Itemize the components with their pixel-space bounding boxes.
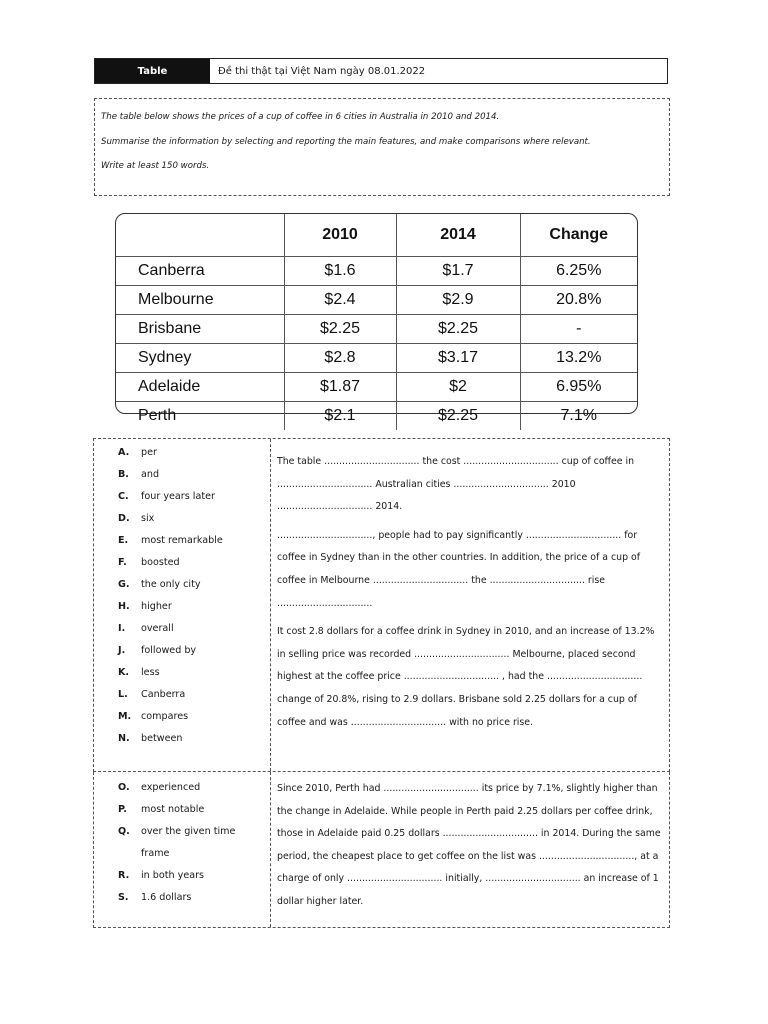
word-option (94, 491, 270, 513)
price-cell: $2.9 (396, 286, 520, 315)
option-text: 1.6 dollars (141, 892, 192, 903)
price-cell: $1.7 (396, 257, 520, 286)
prompt-line-1: The table below shows the prices of a cup of coffee in 6 cities in Australia in 2010 and 2014. (101, 112, 500, 122)
option-text: boosted (141, 557, 180, 568)
option-letter: D. (118, 513, 130, 524)
table-row (116, 286, 637, 315)
option-text: most remarkable (141, 535, 223, 546)
option-text: in both years (141, 870, 205, 881)
option-letter: I. (118, 623, 126, 634)
option-text: and (141, 469, 160, 480)
option-text: higher (141, 601, 172, 612)
table-row (116, 257, 637, 286)
option-text: the only city (141, 579, 201, 590)
word-option (94, 848, 270, 870)
word-option (94, 782, 270, 804)
option-letter: G. (118, 579, 130, 590)
word-option (94, 447, 270, 469)
exercise-block-1 (93, 438, 670, 772)
option-letter: M. (118, 711, 132, 722)
table-header-cell: 2010 (284, 214, 396, 257)
city-cell: Brisbane (116, 315, 284, 344)
table-row (116, 373, 637, 402)
word-option (94, 711, 270, 733)
word-option (94, 645, 270, 667)
word-option (94, 870, 270, 892)
table-header-cell: Change (520, 214, 637, 257)
option-letter: O. (118, 782, 130, 793)
word-option (94, 733, 270, 755)
exercise-block-2 (93, 772, 670, 928)
option-letter: C. (118, 491, 129, 502)
change-cell: - (520, 315, 637, 344)
option-text: over the given time (141, 826, 236, 837)
price-cell: $2.1 (284, 402, 396, 431)
change-cell: 6.95% (520, 373, 637, 402)
table-row (116, 402, 637, 431)
option-letter: H. (118, 601, 130, 612)
word-option (94, 689, 270, 711)
option-letter: A. (118, 447, 130, 458)
option-text: six (141, 513, 155, 524)
option-text: frame (141, 848, 170, 859)
document-header (94, 58, 668, 84)
option-letter: S. (118, 892, 129, 903)
word-bank-1 (94, 439, 271, 771)
price-cell: $2.4 (284, 286, 396, 315)
change-cell: 13.2% (520, 344, 637, 373)
option-text: less (141, 667, 160, 678)
word-option (94, 804, 270, 826)
task-type-label: Table (95, 59, 210, 83)
price-cell: $3.17 (396, 344, 520, 373)
option-letter: P. (118, 804, 127, 815)
price-cell: $1.87 (284, 373, 396, 402)
word-option (94, 469, 270, 491)
word-bank-2 (94, 772, 271, 927)
option-letter: J. (118, 645, 126, 656)
option-text: experienced (141, 782, 201, 793)
word-option (94, 557, 270, 579)
price-cell: $1.6 (284, 257, 396, 286)
prompt-line-2: Summarise the information by selecting and reporting the main features, and make comparisons where relevant. (101, 136, 591, 147)
passage-paragraph: It cost 2.8 dollars for a coffee drink in Sydney in 2010, and an increase of 13.2% in selling price was recorded ................................ Melbourne, placed second highest at the coffee price ................................ , had the ................................ change of 20.8%, rising to 2.9 dollars. Brisbane sold 2.25 dollars for a cup of coffee and was ................................ with no price rise. (277, 626, 655, 728)
option-text: per (141, 447, 157, 458)
option-text: compares (141, 711, 189, 722)
option-letter: L. (118, 689, 128, 700)
table-header-cell: 2014 (396, 214, 520, 257)
change-cell: 7.1% (520, 402, 637, 431)
price-cell: $2 (396, 373, 520, 402)
option-text: followed by (141, 645, 197, 656)
gap-fill-passage-1 (271, 439, 669, 771)
gap-fill-passage-2 (271, 772, 669, 927)
coffee-price-table (115, 213, 638, 424)
option-letter: Q. (118, 826, 130, 837)
option-letter: R. (118, 870, 130, 881)
word-option (94, 513, 270, 535)
price-cell: $2.25 (396, 402, 520, 431)
word-option (94, 579, 270, 601)
change-cell: 6.25% (520, 257, 637, 286)
word-option (94, 601, 270, 623)
exam-title: Đề thi thật tại Việt Nam ngày 08.01.2022 (218, 65, 426, 77)
word-option (94, 667, 270, 689)
table-row (116, 344, 637, 373)
option-text: most notable (141, 804, 205, 815)
price-cell: $2.25 (396, 315, 520, 344)
option-text: four years later (141, 491, 215, 502)
passage-paragraph: The table ................................ the cost ................................ cup of coffee in ................................ Australian cities ................................ 2010 ................................ 2014. (277, 456, 635, 513)
option-letter: K. (118, 667, 130, 678)
price-cell: $2.25 (284, 315, 396, 344)
word-option (94, 535, 270, 557)
option-text: overall (141, 623, 174, 634)
option-text: Canberra (141, 689, 186, 700)
city-cell: Melbourne (116, 286, 284, 315)
passage-paragraph: ................................, people had to pay significantly ................................ for coffee in Sydney than in the other countries. In addition, the price of a cup of coffee in Melbourne ................................ the ................................ rise ................................ (277, 529, 641, 609)
city-cell: Sydney (116, 344, 284, 373)
option-letter: F. (118, 557, 127, 568)
word-option (94, 826, 270, 848)
table-header-row (116, 214, 637, 257)
price-cell: $2.8 (284, 344, 396, 373)
city-cell: Canberra (116, 257, 284, 286)
option-text: between (141, 733, 183, 744)
table-header-cell (116, 214, 284, 257)
task-prompt (94, 98, 670, 196)
city-cell: Adelaide (116, 373, 284, 402)
table-row (116, 315, 637, 344)
option-letter: N. (118, 733, 130, 744)
passage-paragraph: Since 2010, Perth had ................................ its price by 7.1%, slightly higher than the change in Adelaide. While people in Perth paid 2.25 dollars per coffee drink, those in Adelaide paid 0.25 dollars ................................ in 2014. During the same period, the cheapest place to get coffee on the list was ................................, at a charge of only ................................ initially, ................................ an increase of 1 dollar higher later. (277, 783, 661, 907)
word-option (94, 623, 270, 645)
prompt-line-3: Write at least 150 words. (101, 161, 210, 172)
option-letter: E. (118, 535, 129, 546)
word-option (94, 892, 270, 914)
change-cell: 20.8% (520, 286, 637, 315)
city-cell: Perth (116, 402, 284, 431)
option-letter: B. (118, 469, 129, 480)
